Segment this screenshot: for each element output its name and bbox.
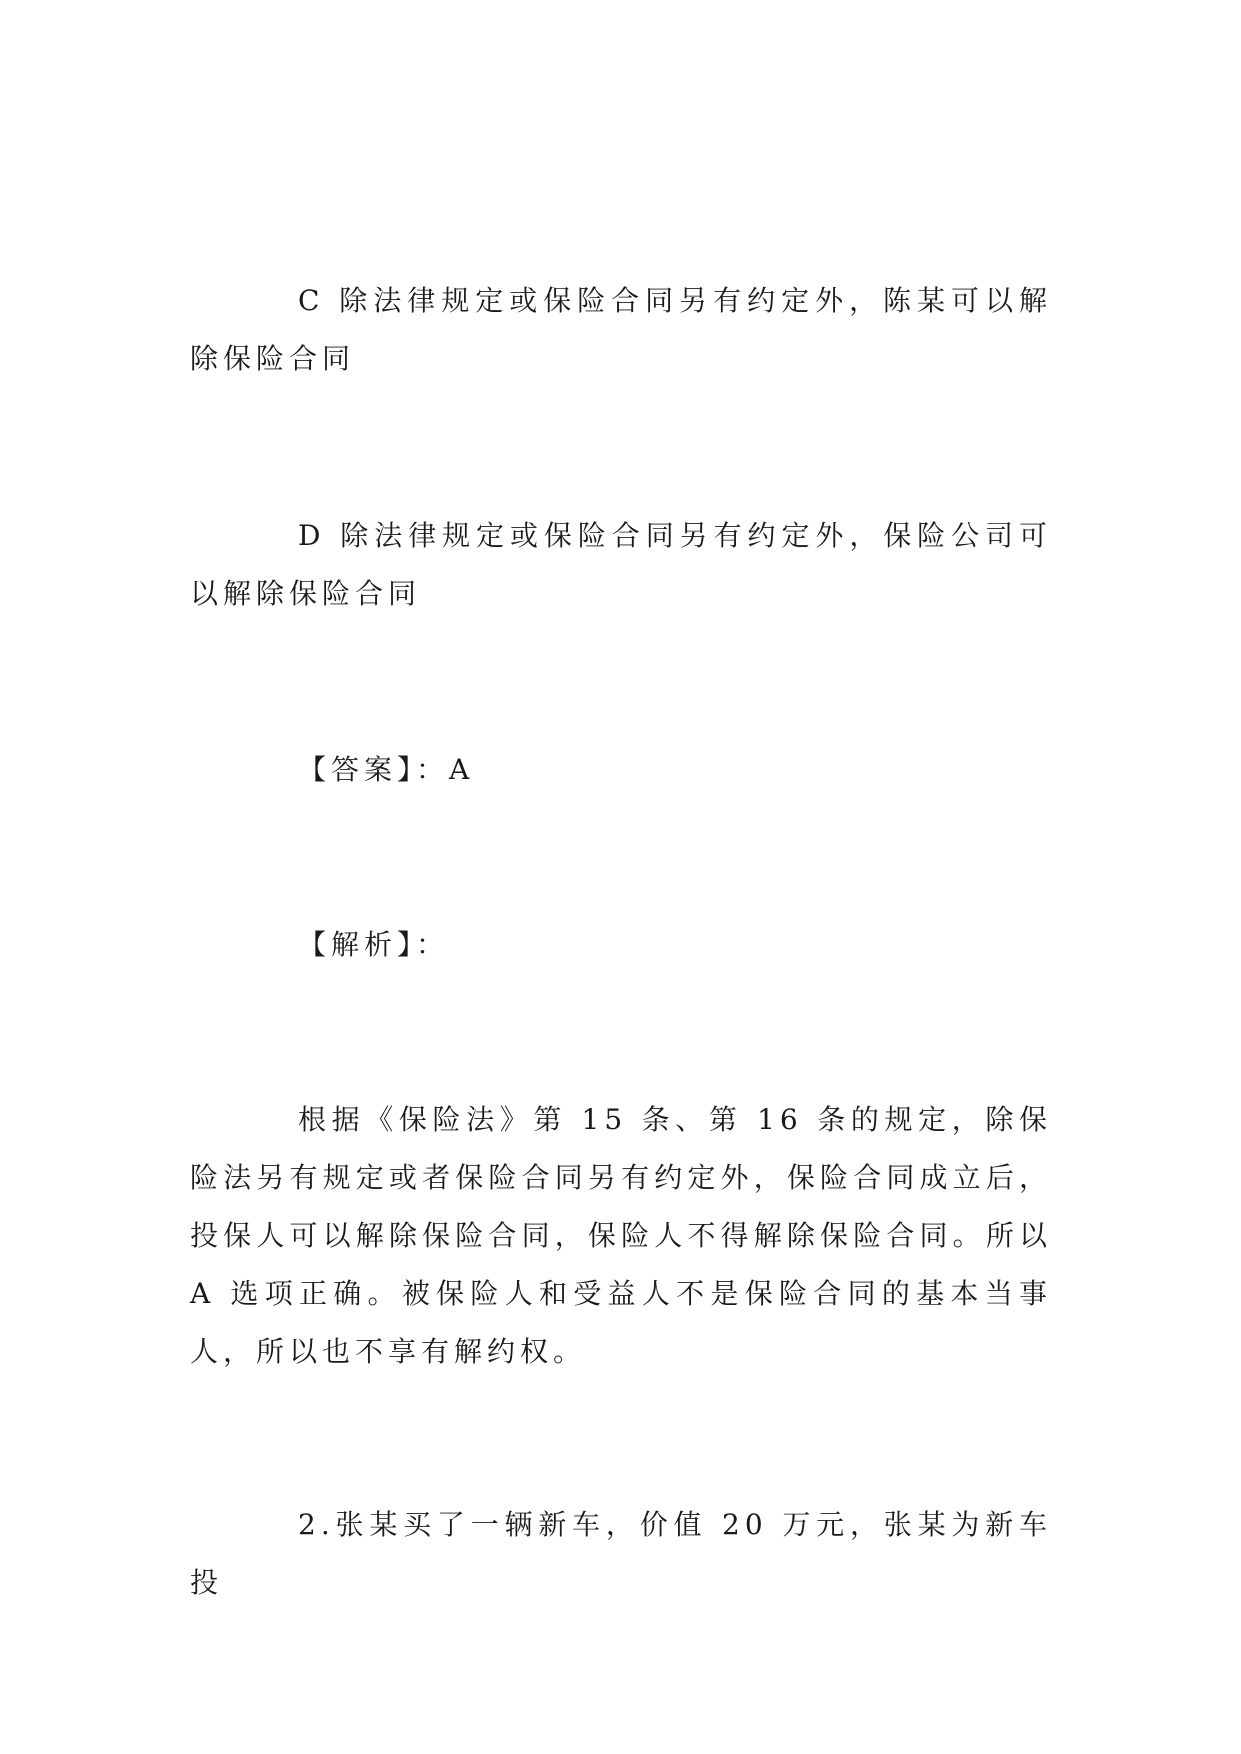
option-c-text: C 除法律规定或保险合同另有约定外，陈某可以解除保险合同 <box>190 284 1052 375</box>
question-2-text: 2.张某买了一辆新车，价值 20 万元，张某为新车投 <box>190 1508 1052 1599</box>
analysis-label: 【解析】： <box>298 928 450 961</box>
analysis-text: 根据《保险法》第 15 条、第 16 条的规定，除保险法另有规定或者保险合同另有约定外，保险合同成立后，投保人可以解除保险合同，保险人不得解除保险合同。所以 A 选项正确。被保险人和受益人不是保险合同的基本当事人，所以也不享有解约权。 <box>190 1103 1052 1368</box>
option-d-text: D 除法律规定或保险合同另有约定外，保险公司可以解除保险合同 <box>190 519 1052 610</box>
answer-text: 【答案】：A <box>298 753 475 786</box>
